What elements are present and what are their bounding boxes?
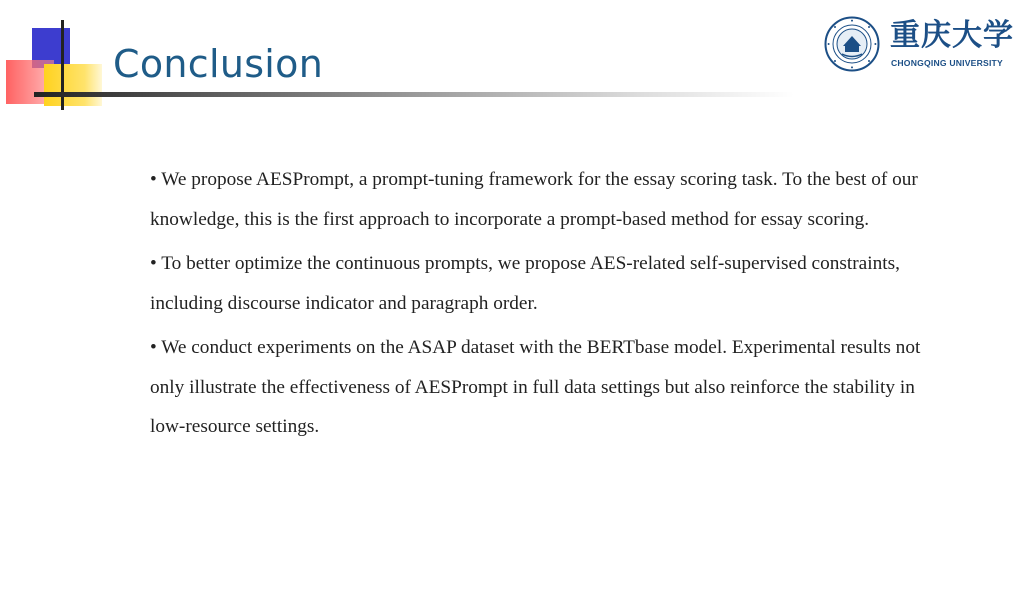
university-name-english: CHONGQING UNIVERSITY <box>891 58 1003 68</box>
conclusion-bullet-2: • To better optimize the continuous prompts, we propose AES-related self-supervised constraints, including discourse indicator and paragraph order. <box>150 253 900 314</box>
university-seal-icon <box>824 16 880 72</box>
conclusion-bullet-3: • We conduct experiments on the ASAP dataset with the BERTbase model. Experimental results not only illustrate the effectiveness of AESPrompt in full data settings but also reinforce the stability in low-resource settings. <box>150 337 921 437</box>
university-logo <box>824 16 1014 76</box>
page-title: Conclusion <box>113 42 324 86</box>
decorative-yellow-square <box>44 64 102 106</box>
conclusion-list <box>150 160 950 452</box>
title-underline <box>34 92 794 97</box>
conclusion-bullet-1: • We propose AESPrompt, a prompt-tuning framework for the essay scoring task. To the best of our knowledge, this is the first approach to incorporate a prompt-based method for essay scoring. <box>150 169 918 230</box>
university-name-chinese: 重庆大学 <box>890 18 1014 53</box>
